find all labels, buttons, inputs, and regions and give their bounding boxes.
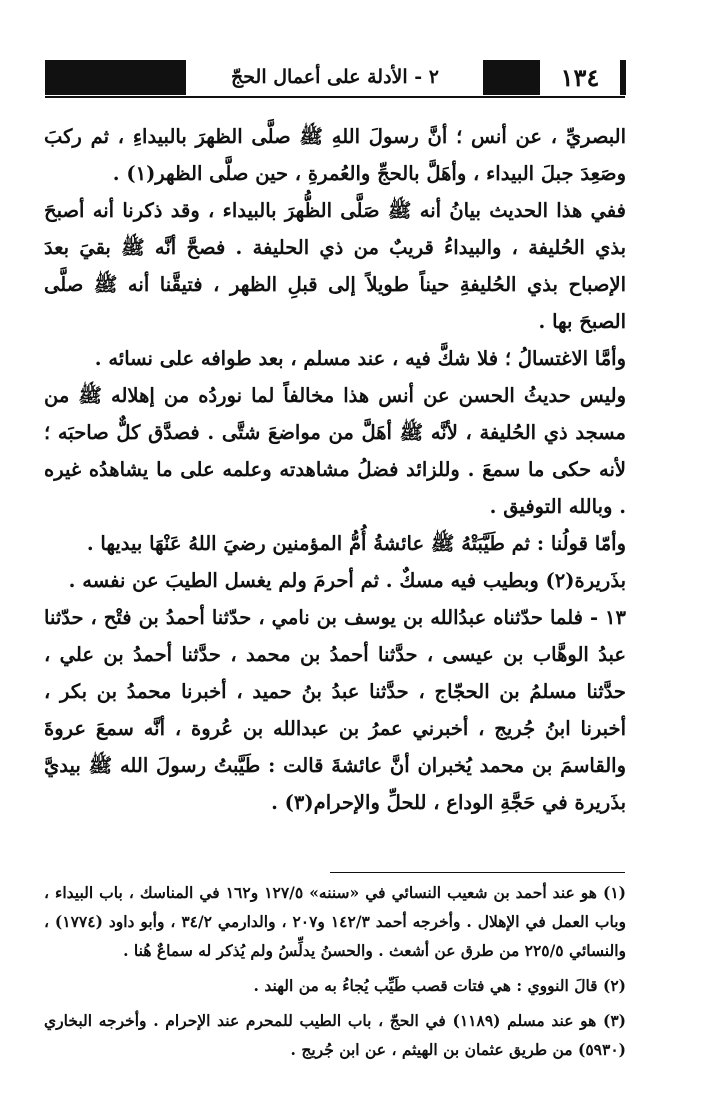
footnotes bbox=[44, 878, 626, 1070]
footnote-rule bbox=[330, 872, 625, 873]
paragraph-3: وأمَّا الاغتسالُ ؛ فلا شكَّ فيه ، عند مسلم ، بعد طوافه على نسائه . bbox=[94, 347, 626, 370]
chapter-title: ٢ - الأدلة على أعمال الحجّ bbox=[231, 66, 439, 88]
header-rule bbox=[45, 96, 625, 98]
paragraph-5-lead: وأمّا قولُنا : ثم طَيَّبَتْهُ ﷺ عائشةُ أُمُّ المؤمنين رضيَ اللهُ عَنْهَا بيديها . bbox=[86, 532, 626, 555]
page-header bbox=[0, 0, 703, 110]
page-number: ١٣٤ bbox=[540, 60, 620, 95]
footnote-2: (٢) قالَ النووي : هي فتات قصب طَيِّب يُجاءُ به من الهند . bbox=[253, 976, 626, 995]
main-text bbox=[44, 118, 626, 821]
paragraph-2: ففي هذا الحديث بيانُ أنه ﷺ صَلَّى الظُّهرَ بالبيداء ، وقد ذكرنا أنه أصبحَ بذي الحُليفة ، والبيداءُ قريبٌ من ذي الحليفة . فصحَّ أنَّه ﷺ بقيَ بعدَ الإصباح بذي الحُليفةِ حيناً طويلاً إلى قبلِ الظهر ، فتيقَّنا أنه ﷺ صلَّى الصبحَ بها . bbox=[44, 199, 626, 333]
footnote-3: (٣) هو عند مسلم (١١٨٩) في الحجّ ، باب الطيب للمحرم عند الإحرام . وأخرجه البخاري (٥٩٣٠) من طريق عثمان بن الهيثم ، عن ابن جُريج . bbox=[44, 1011, 627, 1059]
header-bar-left bbox=[45, 60, 186, 95]
paragraph-1: البصريِّ ، عن أنس ؛ أنَّ رسولَ اللهِ ﷺ صلَّى الظهرَ بالبيداءِ ، ثم ركبَ وصَعِدَ جبلَ البيداء ، وأهَلَّ بالحجِّ والعُمرةِ ، حين صلَّى الظهر(١) . bbox=[44, 125, 626, 185]
footnote-1: (١) هو عند أحمد بن شعيب النسائي في «سننه» ١٢٧/٥ و١٦٢ في المناسك ، باب البيداء ، وباب العمل في الإهلال . وأخرجه أحمد ١٤٢/٣ و٢٠٧ ، والدارمي ٣٤/٢ ، وأبو داود (١٧٧٤) ، والنسائي ٢٢٥/٥ من طرق عن أشعث . والحسنُ يدلِّسُ ولم يُذكر له سماعٌ هُنا . bbox=[44, 883, 626, 960]
paragraph-5-rest: بذَريرة(٢) وبطيب فيه مسكٌ . ثم أحرمَ ولم يغسل الطيبَ عن نفسه . bbox=[68, 569, 626, 592]
paragraph-hadith-13: ١٣ - فلما حدّثناه عبدُالله بن يوسف بن نامي ، حدّثنا أحمدُ بن فتْح ، حدّثنا عبدُ الوهَّاب بن عيسى ، حدَّثنا أحمدُ بن محمد ، حدَّثنا أحمدُ بن علي ، حدَّثنا مسلمُ بن الحجّاج ، حدَّثنا عبدُ بنُ حميد ، أخبرنا محمدُ بن بكر ، أخبرنا ابنُ جُريج ، أخبرني عمرُ بن عبدالله بن عُروة ، أنَّه سمعَ عروةَ والقاسمَ بن محمد يُخبران أنَّ عائشةَ قالت : طَيَّبتُ رسولَ الله ﷺ بيديَّ بذَريرة في حَجَّةِ الوداع ، للحلِّ والإحرام(٣) . bbox=[44, 606, 626, 814]
paragraph-4: وليس حديثُ الحسن عن أنس هذا مخالفاً لما نوردُه من إهلاله ﷺ من مسجد ذي الحُليفة ، لأنَّه ﷺ أهَلَّ من مواضعَ شتَّى . فصدَّق كلٌّ صاحبَه ؛ لأنه حكى ما سمعَ . وللزائد فضلُ مشاهدته وعلمه على ما يشاهدُه غيره . وبالله التوفيق . bbox=[44, 384, 626, 518]
